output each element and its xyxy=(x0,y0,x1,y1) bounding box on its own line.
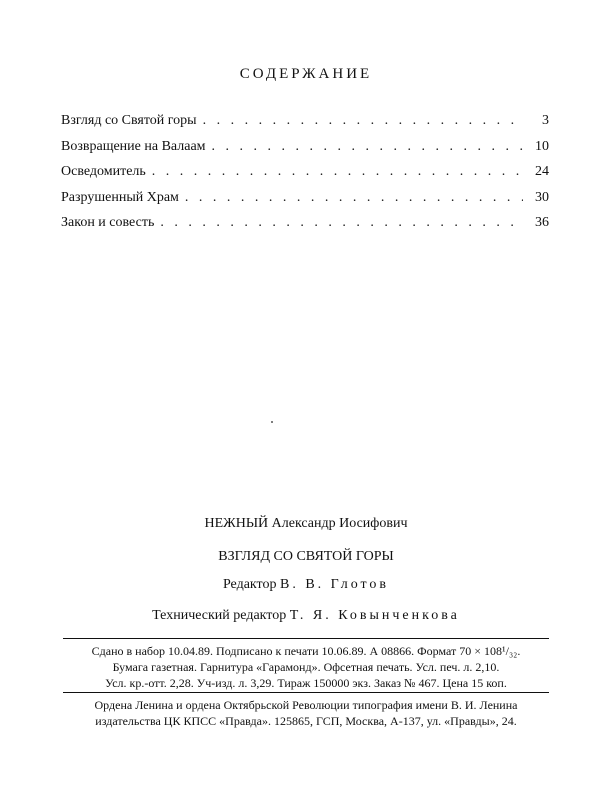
author-given-name: Александр Иосифович xyxy=(271,516,408,531)
toc-entry-title: Разрушенный Храм xyxy=(61,189,179,205)
toc-entry[interactable] xyxy=(61,139,549,165)
toc-entry-title: Закон и совесть xyxy=(61,215,155,230)
toc-dot-leader xyxy=(203,113,523,129)
divider-rule xyxy=(63,692,549,693)
toc-entry-title: Осведомитель xyxy=(61,164,146,179)
toc-entry-page: 30 xyxy=(535,189,549,205)
toc-entry-title: Возвращение на Валаам xyxy=(61,138,206,154)
printing-details-line: Сдано в набор 10.04.89. Подписано к печати 10.06.89. А 08866. Формат 70 × 108¹/₃₂. xyxy=(91,644,521,658)
toc-dot-leader xyxy=(160,215,523,231)
toc-entry[interactable] xyxy=(61,215,549,241)
printer-address-line: Ордена Ленина и ордена Октябрьской Революции типография имени В. И. Ленина xyxy=(94,698,518,712)
toc-entry-title: Взгляд со Святой горы xyxy=(61,113,197,128)
toc-entry[interactable] xyxy=(61,164,549,190)
printing-details-line: Усл. кр.-отт. 2,28. Уч-изд. л. 3,29. Тираж 150000 экз. Заказ № 467. Цена 15 коп. xyxy=(105,676,507,690)
technical-editor-label: Технический редактор xyxy=(152,608,287,623)
toc-entry[interactable] xyxy=(61,113,549,139)
printer-address xyxy=(63,697,549,729)
printing-details-line: Бумага газетная. Гарнитура «Гарамонд». Офсетная печать. Усл. печ. л. 2,10. xyxy=(112,660,500,674)
divider-rule xyxy=(63,638,549,639)
toc-entry-page: 3 xyxy=(542,113,549,128)
toc-entry[interactable] xyxy=(61,190,549,216)
author-surname: НЕЖНЫЙ xyxy=(204,516,269,531)
toc-entry-page: 36 xyxy=(535,215,549,230)
table-of-contents xyxy=(61,113,549,241)
toc-dot-leader xyxy=(185,190,523,206)
technical-editor-name: Т. Я. Ковынченкова xyxy=(289,608,460,623)
technical-editor-line xyxy=(0,608,612,624)
toc-entry-page: 10 xyxy=(535,138,549,154)
printing-details xyxy=(63,643,549,691)
editor-line xyxy=(0,577,612,593)
ink-speck xyxy=(271,421,273,423)
editor-name: В. В. Глотов xyxy=(279,577,390,592)
author-line xyxy=(0,516,612,532)
printer-address-line: издательства ЦК КПСС «Правда». 125865, ГСП, Москва, А-137, ул. «Правды», 24. xyxy=(95,714,517,728)
editor-label: Редактор xyxy=(222,577,277,592)
toc-dot-leader xyxy=(152,164,523,180)
toc-entry-page: 24 xyxy=(535,164,549,179)
book-title: ВЗГЛЯД СО СВЯТОЙ ГОРЫ xyxy=(218,549,394,564)
toc-dot-leader xyxy=(212,139,523,155)
contents-heading: СОДЕРЖАНИЕ xyxy=(239,66,373,82)
